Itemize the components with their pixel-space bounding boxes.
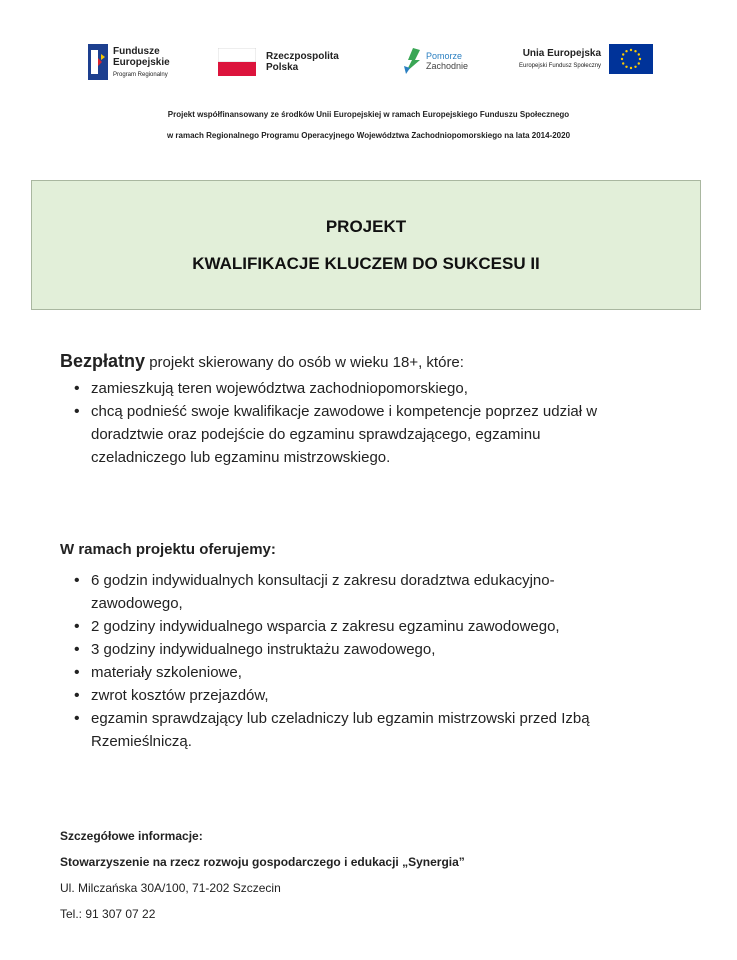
pz-line1: Pomorze: [426, 51, 463, 61]
banner-title: PROJEKT: [325, 217, 407, 236]
list-item: • materiały szkoleniowe,: [60, 661, 605, 684]
cofunding-line-1: Projekt współfinansowany ze środków Unii Europejskiej w ramach Europejskiego Funduszu Społecznego: [167, 110, 570, 119]
offer-list: [60, 569, 605, 753]
intro-lead: [60, 350, 660, 374]
contact-section: [60, 828, 680, 922]
offer-section: [60, 538, 660, 753]
list-item: • zamieszkują teren województwa zachodniopomorskiego,: [60, 377, 660, 400]
pomorze-zachodnie-logo: [402, 46, 468, 76]
eu-star-icon: [638, 53, 640, 55]
list-item: • 6 godzin indywidualnych konsultacji z zakresu doradztwa edukacyjno-zawodowego,: [60, 569, 605, 615]
intro-bold: Bezpłatny: [60, 351, 146, 371]
eu-star-icon: [634, 66, 636, 68]
contact-org: Stowarzyszenie na rzecz rozwoju gospodarczego i edukacji „Synergia”: [60, 855, 465, 869]
eu-flag-icon: [609, 44, 653, 74]
pomorze-zachodnie-icon: [402, 46, 424, 76]
contact-heading: Szczegółowe informacje:: [60, 829, 203, 843]
eu-star-icon: [621, 58, 623, 60]
polish-flag-icon: [218, 48, 256, 76]
list-item: • 2 godziny indywidualnego wsparcia z zakresu egzaminu zawodowego,: [60, 615, 605, 638]
contact-address: Ul. Milczańska 30A/100, 71-202 Szczecin: [60, 881, 281, 895]
contact-phone: Tel.: 91 307 07 22: [60, 907, 156, 921]
eu-star-icon: [638, 62, 640, 64]
eu-star-icon: [625, 50, 627, 52]
banner-subtitle: KWALIFIKACJE KLUCZEM DO SUKCESU II: [192, 254, 540, 273]
offer-heading: W ramach projektu oferujemy:: [60, 541, 276, 558]
list-item: • 3 godziny indywidualnego instruktażu zawodowego,: [60, 638, 605, 661]
fundusze-europejskie-logo: [88, 44, 170, 80]
unia-europejska-logo: [519, 44, 653, 74]
eu-star-icon: [634, 50, 636, 52]
project-banner: [31, 180, 701, 310]
pz-line2: Zachodnie: [426, 61, 469, 71]
intro-list: [60, 377, 660, 469]
eu-star-icon: [622, 53, 624, 55]
eu-star-icon: [630, 49, 632, 51]
rzeczpospolita-logo: [218, 48, 339, 76]
logos-row: [0, 40, 737, 85]
fundusze-europejskie-icon: [88, 44, 108, 80]
fe-line2: Europejskie: [113, 56, 170, 68]
eu-star-icon: [630, 67, 632, 69]
rp-line2: Polska: [266, 62, 299, 73]
ue-line2: Europejski Fundusz Społeczny: [519, 63, 602, 69]
intro-rest: projekt skierowany do osób w wieku 18+, które:: [145, 354, 464, 371]
list-item: • zwrot kosztów przejazdów,: [60, 684, 605, 707]
list-item: • chcą podnieść swoje kwalifikacje zawodowe i kompetencje poprzez udział w doradztwie oraz podejście do egzaminu sprawdzającego, egzaminu czeladniczego lub egzaminu mistrzowskiego.: [60, 400, 611, 469]
eu-star-icon: [639, 58, 641, 60]
fe-line3: Program Regionalny: [113, 71, 168, 78]
fe-line1: Fundusze: [113, 45, 160, 57]
eu-star-icon: [625, 66, 627, 68]
intro-section: [60, 350, 660, 469]
ue-line1: Unia Europejska: [522, 48, 602, 59]
eu-star-icon: [622, 62, 624, 64]
list-item: • egzamin sprawdzający lub czeladniczy lub egzamin mistrzowski przed Izbą Rzemieślniczą.: [60, 707, 605, 753]
rp-line1: Rzeczpospolita: [266, 51, 339, 62]
cofunding-line-2: w ramach Regionalnego Programu Operacyjnego Województwa Zachodniopomorskiego na lata 2014-2020: [166, 131, 571, 140]
